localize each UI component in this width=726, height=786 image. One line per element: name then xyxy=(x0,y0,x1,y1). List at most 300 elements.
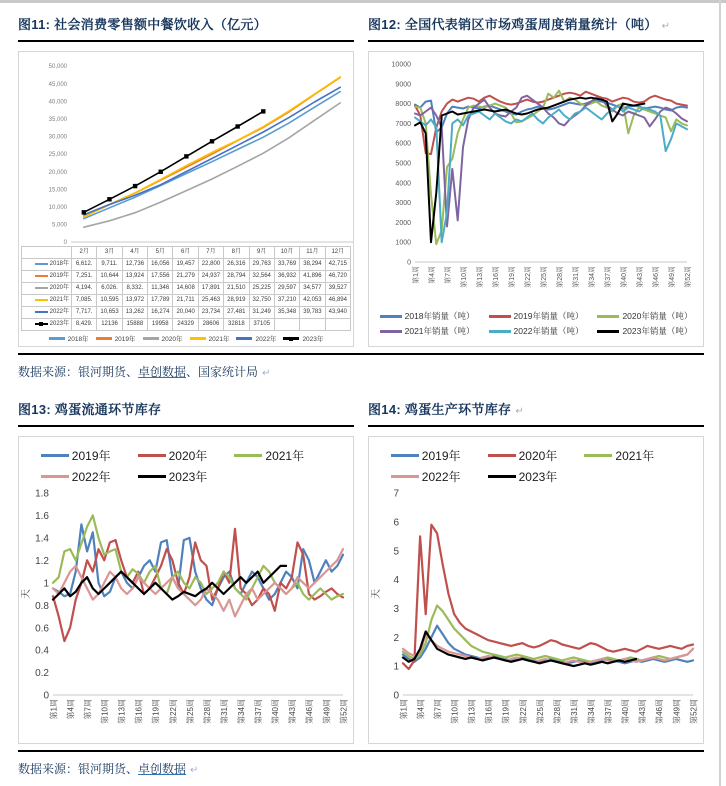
table-cell: 25,463 xyxy=(198,295,223,307)
legend-swatch xyxy=(597,330,619,333)
x-axis-tick-label: 第52周 xyxy=(339,699,349,724)
table-cell: 19958 xyxy=(148,319,173,331)
source-text: 银河期货、 xyxy=(78,365,139,379)
figure-12-title-text: 图12: 全国代表销区市场鸡蛋周度销量统计（吨） xyxy=(368,17,658,32)
x-axis-tick-label: 第7周 xyxy=(444,266,452,284)
table-row-2019年 xyxy=(22,271,351,283)
legend-item-2021年 xyxy=(584,447,681,464)
paragraph-mark-icon: ↵ xyxy=(661,21,671,32)
legend-label: 2023年 xyxy=(518,470,558,484)
table-cell: 39,527 xyxy=(325,283,350,295)
legend-item-2022年 xyxy=(41,468,138,485)
figure-14-title xyxy=(368,395,704,427)
legend-label: 2020年销量（吨） xyxy=(622,311,693,321)
source-text: 、国家统计局 xyxy=(186,365,259,379)
table-month-header: 6月 xyxy=(173,247,198,259)
legend-label: 2022年 xyxy=(421,470,461,484)
y-axis-tick-label: 4000 xyxy=(395,180,411,188)
table-month-header: 2月 xyxy=(72,247,97,259)
table-cell: 21,279 xyxy=(173,271,198,283)
x-axis-tick-label: 第7周 xyxy=(433,699,443,720)
table-cell: 6,612. xyxy=(72,259,97,271)
table-header-row xyxy=(22,247,351,259)
table-row-label xyxy=(22,307,72,319)
table-row-label xyxy=(22,271,72,283)
table-row-label xyxy=(22,259,72,271)
legend-label: 2020年 xyxy=(168,449,208,463)
series-marker-2023年 xyxy=(82,210,86,214)
y-axis-title: 天 xyxy=(371,589,382,599)
x-axis-tick-label: 第37周 xyxy=(604,266,612,288)
y-axis-tick-label: 1 xyxy=(43,578,49,590)
legend-item-2021年 xyxy=(190,334,230,343)
x-axis-tick-label: 第34周 xyxy=(237,699,247,724)
series-line-2021年 xyxy=(84,77,340,217)
x-axis-tick-label: 第19周 xyxy=(508,266,516,288)
legend-item-2020年 xyxy=(138,447,235,464)
table-cell: 24329 xyxy=(173,319,198,331)
table-row-year: 2020年 xyxy=(49,285,69,292)
table-cell: 43,940 xyxy=(325,307,350,319)
series-marker-2023年 xyxy=(133,184,137,188)
legend-swatch xyxy=(138,475,166,478)
legend-item-2022年 xyxy=(236,334,276,343)
x-axis-tick-label: 第28周 xyxy=(202,699,212,724)
window-top-edge xyxy=(0,0,726,3)
table-cell xyxy=(325,319,350,331)
x-axis-tick-label: 第52周 xyxy=(689,699,699,724)
x-axis-tick-label: 第43周 xyxy=(638,699,648,724)
table-cell: 12,736 xyxy=(122,259,147,271)
table-cell xyxy=(274,319,299,331)
table-cell: 31,249 xyxy=(249,307,274,319)
source-link-zhuochuang[interactable]: 卓创数据 xyxy=(138,762,187,776)
y-axis-tick-label: 9000 xyxy=(395,81,411,89)
legend-item-2023年 xyxy=(283,334,323,343)
series-marker-2023年 xyxy=(107,197,111,201)
x-axis-tick-label: 第10周 xyxy=(100,699,110,724)
legend-label: 2022年 xyxy=(255,336,277,343)
table-row-2023年 xyxy=(22,319,351,331)
y-axis-tick-label: 7000 xyxy=(395,120,411,128)
legend-label: 2022年 xyxy=(71,470,111,484)
table-cell: 13,262 xyxy=(122,307,147,319)
series-marker-2023年 xyxy=(159,170,163,174)
y-axis-tick-label: 2000 xyxy=(395,219,411,227)
legend-item-2020年 xyxy=(143,334,183,343)
series-line-2022年销量（吨） xyxy=(415,106,687,243)
figure-11-chart-frame xyxy=(18,51,354,347)
series-marker-2023年 xyxy=(261,109,265,113)
figure-13-title-text: 图13: 鸡蛋流通环节库存 xyxy=(18,402,162,417)
legend-swatch xyxy=(35,263,48,265)
legend-label: 2020年 xyxy=(161,336,183,343)
table-month-header: 9月 xyxy=(249,247,274,259)
series-line-2022年 xyxy=(84,87,340,215)
table-cell: 37105 xyxy=(249,319,274,331)
table-cell: 34,577 xyxy=(300,283,325,295)
legend-item-2021年 xyxy=(234,447,331,464)
legend-label: 2023年销量（吨） xyxy=(622,326,693,336)
legend-item-2020年销量（吨） xyxy=(597,310,692,322)
legend-item-2019年 xyxy=(41,447,138,464)
y-axis-tick-label: 0 xyxy=(63,240,67,246)
figure-12 xyxy=(368,10,704,347)
y-axis-tick-label: 40,000 xyxy=(48,99,67,106)
table-cell: 6,026. xyxy=(97,283,122,295)
x-axis-tick-label: 第25周 xyxy=(185,699,195,724)
table-row-2022年 xyxy=(22,307,351,319)
table-row-2020年 xyxy=(22,283,351,295)
table-cell: 37,210 xyxy=(274,295,299,307)
figure-12-legend xyxy=(371,310,701,337)
legend-item-2023年 xyxy=(138,468,235,485)
y-axis-tick-label: 45,000 xyxy=(48,81,67,88)
x-axis-tick-label: 第49周 xyxy=(322,699,332,724)
x-axis-tick-label: 第31周 xyxy=(219,699,229,724)
table-cell: 35,348 xyxy=(274,307,299,319)
x-axis-tick-label: 第16周 xyxy=(484,699,494,724)
table-cell: 21,711 xyxy=(173,295,198,307)
legend-label: 2018年 xyxy=(67,336,89,343)
figure-13-legend xyxy=(41,447,331,485)
table-row-label xyxy=(22,295,72,307)
y-axis-tick-label: 3000 xyxy=(395,200,411,208)
table-row-year: 2023年 xyxy=(49,321,69,328)
y-axis-title: 天 xyxy=(21,589,32,599)
legend-label: 2019年销量（吨） xyxy=(513,311,584,321)
x-axis-tick-label: 第31周 xyxy=(569,699,579,724)
figure-11-data-table xyxy=(21,246,351,331)
y-axis-tick-label: 30,000 xyxy=(48,134,67,141)
y-axis-tick-label: 7 xyxy=(393,488,399,500)
legend-item-2018年销量（吨） xyxy=(380,310,475,322)
source-prefix: 数据来源： xyxy=(18,365,79,379)
x-axis-tick-label: 第37周 xyxy=(254,699,264,724)
table-cell: 16,056 xyxy=(148,259,173,271)
table-cell: 27,481 xyxy=(224,307,249,319)
legend-swatch xyxy=(391,454,419,457)
legend-item-2019年 xyxy=(391,447,488,464)
legend-swatch xyxy=(35,275,48,277)
figure-13-plot xyxy=(21,487,351,739)
x-axis-tick-label: 第46周 xyxy=(655,699,665,724)
x-axis-tick-label: 第46周 xyxy=(652,266,660,288)
x-axis-tick-label: 第16周 xyxy=(134,699,144,724)
y-axis-tick-label: 20,000 xyxy=(48,169,67,176)
figure-13-title xyxy=(18,395,354,427)
legend-swatch xyxy=(283,337,299,340)
table-cell: 46,720 xyxy=(325,271,350,283)
x-axis-tick-label: 第40周 xyxy=(271,699,281,724)
x-axis-tick-label: 第19周 xyxy=(151,699,161,724)
x-axis-tick-label: 第13周 xyxy=(117,699,127,724)
x-axis-tick-label: 第43周 xyxy=(636,266,644,288)
x-axis-tick-label: 第49周 xyxy=(668,266,676,288)
legend-item-2020年 xyxy=(488,447,585,464)
figure-row-top xyxy=(18,10,704,355)
y-axis-tick-label: 1.4 xyxy=(35,533,49,545)
x-axis-tick-label: 第22周 xyxy=(168,699,178,724)
source-prefix: 数据来源： xyxy=(18,762,79,776)
series-marker-2023年 xyxy=(235,124,239,128)
table-cell: 41,896 xyxy=(300,271,325,283)
window-right-edge xyxy=(719,0,721,786)
x-axis-tick-label: 第4周 xyxy=(428,266,436,284)
table-month-header: 3月 xyxy=(97,247,122,259)
legend-swatch xyxy=(236,337,252,340)
y-axis-tick-label: 10000 xyxy=(391,61,411,69)
legend-swatch xyxy=(597,315,619,318)
table-row-year: 2022年 xyxy=(49,309,69,316)
table-cell: 17,556 xyxy=(148,271,173,283)
table-cell: 32,564 xyxy=(249,271,274,283)
table-cell: 42,053 xyxy=(300,295,325,307)
series-line-2023年 xyxy=(403,632,636,667)
x-axis-tick-label: 第13周 xyxy=(467,699,477,724)
legend-label: 2021年销量（吨） xyxy=(404,326,475,336)
x-axis-tick-label: 第22周 xyxy=(524,266,532,288)
x-axis-tick-label: 第19周 xyxy=(501,699,511,724)
legend-swatch xyxy=(489,315,511,318)
series-marker-2023年 xyxy=(210,139,214,143)
y-axis-tick-label: 6000 xyxy=(395,140,411,148)
legend-swatch xyxy=(489,330,511,333)
y-axis-tick-label: 50,000 xyxy=(48,64,67,71)
legend-label: 2023年 xyxy=(302,336,324,343)
y-axis-tick-label: 4 xyxy=(393,575,399,587)
table-row-2018年 xyxy=(22,259,351,271)
legend-swatch xyxy=(138,454,166,457)
x-axis-tick-label: 第13周 xyxy=(476,266,484,288)
legend-label: 2020年 xyxy=(518,449,558,463)
legend-swatch xyxy=(488,475,516,478)
table-cell: 7,085. xyxy=(72,295,97,307)
legend-swatch xyxy=(584,454,612,457)
x-axis-tick-label: 第7周 xyxy=(83,699,93,720)
table-row-year: 2018年 xyxy=(49,261,69,268)
table-cell: 26,316 xyxy=(224,259,249,271)
table-cell: 22,800 xyxy=(198,259,223,271)
figure-12-title xyxy=(368,10,704,42)
legend-label: 2021年 xyxy=(265,449,305,463)
y-axis-tick-label: 5000 xyxy=(395,160,411,168)
y-axis-tick-label: 3 xyxy=(393,604,399,616)
legend-swatch xyxy=(41,454,69,457)
table-month-header: 10月 xyxy=(274,247,299,259)
legend-label: 2019年 xyxy=(71,449,111,463)
legend-item-2018年 xyxy=(49,334,89,343)
table-cell: 33,769 xyxy=(274,259,299,271)
y-axis-tick-label: 0.2 xyxy=(35,668,49,680)
legend-swatch xyxy=(35,323,48,325)
legend-label: 2018年销量（吨） xyxy=(404,311,475,321)
table-month-header: 7月 xyxy=(198,247,223,259)
series-line-2020年 xyxy=(84,103,340,227)
table-month-header: 11月 xyxy=(300,247,325,259)
x-axis-tick-label: 第28周 xyxy=(556,266,564,288)
paragraph-mark-icon: ↵ xyxy=(515,406,524,417)
legend-swatch xyxy=(41,475,69,478)
figure-14-legend xyxy=(391,447,681,485)
x-axis-tick-label: 第43周 xyxy=(288,699,298,724)
legend-item-2022年销量（吨） xyxy=(489,325,584,337)
legend-label: 2021年 xyxy=(615,449,655,463)
legend-swatch xyxy=(35,311,48,313)
y-axis-tick-label: 1.2 xyxy=(35,555,49,567)
table-cell: 10,653 xyxy=(97,307,122,319)
table-cell: 21,510 xyxy=(224,283,249,295)
x-axis-tick-label: 第4周 xyxy=(66,699,76,720)
table-cell: 10,595 xyxy=(97,295,122,307)
figure-14-plot xyxy=(371,487,701,739)
x-axis-tick-label: 第25周 xyxy=(540,266,548,288)
x-axis-tick-label: 第46周 xyxy=(305,699,315,724)
table-cell: 29,597 xyxy=(274,283,299,295)
figure-12-chart-frame xyxy=(368,51,704,347)
legend-swatch xyxy=(35,287,48,289)
paragraph-mark-icon: ↵ xyxy=(190,765,199,776)
table-month-header: 4月 xyxy=(122,247,147,259)
legend-item-2021年销量（吨） xyxy=(380,325,475,337)
table-month-header: 5月 xyxy=(148,247,173,259)
table-row-2021年 xyxy=(22,295,351,307)
x-axis-tick-label: 第49周 xyxy=(672,699,682,724)
legend-swatch xyxy=(234,454,262,457)
table-cell xyxy=(300,319,325,331)
table-cell: 36,932 xyxy=(274,271,299,283)
table-cell: 32,750 xyxy=(249,295,274,307)
table-cell: 17,891 xyxy=(198,283,223,295)
figure-11-plot xyxy=(21,56,353,246)
x-axis-tick-label: 第1周 xyxy=(412,266,420,284)
table-row-year: 2019年 xyxy=(49,273,69,280)
x-axis-tick-label: 第25周 xyxy=(535,699,545,724)
figure-11-legend xyxy=(21,334,351,343)
legend-swatch xyxy=(190,337,206,340)
legend-swatch xyxy=(143,337,159,340)
table-cell: 17,789 xyxy=(148,295,173,307)
table-month-header: 8月 xyxy=(224,247,249,259)
x-axis-tick-label: 第40周 xyxy=(621,699,631,724)
table-corner-cell xyxy=(22,247,72,259)
table-cell: 28,794 xyxy=(224,271,249,283)
legend-marker xyxy=(289,337,293,341)
legend-label: 2021年 xyxy=(208,336,230,343)
y-axis-tick-label: 0.6 xyxy=(35,623,49,635)
figure-14 xyxy=(368,395,704,744)
x-axis-tick-label: 第31周 xyxy=(572,266,580,288)
table-cell: 32818 xyxy=(224,319,249,331)
data-source-line-top xyxy=(18,355,704,387)
x-axis-tick-label: 第28周 xyxy=(552,699,562,724)
x-axis-tick-label: 第10周 xyxy=(460,266,468,288)
y-axis-tick-label: 5 xyxy=(393,546,399,558)
y-axis-tick-label: 0.4 xyxy=(35,645,49,657)
table-cell: 16,274 xyxy=(148,307,173,319)
x-axis-tick-label: 第4周 xyxy=(416,699,426,720)
y-axis-tick-label: 2 xyxy=(393,632,399,644)
figure-14-title-text: 图14: 鸡蛋生产环节库存 xyxy=(368,402,512,417)
legend-swatch xyxy=(488,454,516,457)
x-axis-tick-label: 第22周 xyxy=(518,699,528,724)
x-axis-tick-label: 第52周 xyxy=(684,266,692,288)
table-cell: 7,717. xyxy=(72,307,97,319)
figure-11-title-text: 图11: 社会消费零售额中餐饮收入（亿元） xyxy=(18,17,267,32)
table-cell: 25,225 xyxy=(249,283,274,295)
y-axis-tick-label: 1000 xyxy=(395,239,411,247)
y-axis-tick-label: 1 xyxy=(393,661,399,673)
legend-swatch xyxy=(391,475,419,478)
table-cell: 14,608 xyxy=(173,283,198,295)
y-axis-tick-label: 0.8 xyxy=(35,600,49,612)
legend-label: 2023年 xyxy=(168,470,208,484)
figure-11-title xyxy=(18,10,354,42)
y-axis-tick-label: 0 xyxy=(393,690,399,702)
table-cell: 9,711. xyxy=(97,259,122,271)
legend-item-2019年销量（吨） xyxy=(489,310,584,322)
series-line-2019年 xyxy=(84,78,340,217)
figure-14-chart-frame xyxy=(368,436,704,744)
figure-row-bottom xyxy=(18,395,704,752)
table-cell: 20,040 xyxy=(173,307,198,319)
series-line-2020年 xyxy=(403,525,693,669)
table-cell: 12136 xyxy=(97,319,122,331)
table-cell: 38,294 xyxy=(300,259,325,271)
legend-label: 2019年 xyxy=(114,336,136,343)
y-axis-tick-label: 35,000 xyxy=(48,116,67,123)
table-cell: 28606 xyxy=(198,319,223,331)
x-axis-tick-label: 第34周 xyxy=(588,266,596,288)
series-marker-2023年 xyxy=(184,154,188,158)
legend-label: 2022年销量（吨） xyxy=(513,326,584,336)
table-row-label xyxy=(22,319,72,331)
legend-swatch xyxy=(35,299,48,301)
table-cell: 11,346 xyxy=(148,283,173,295)
table-cell: 19,457 xyxy=(173,259,198,271)
table-cell: 15888 xyxy=(122,319,147,331)
y-axis-tick-label: 6 xyxy=(393,517,399,529)
legend-item-2023年 xyxy=(488,468,585,485)
figure-13 xyxy=(18,395,354,744)
legend-label: 2019年 xyxy=(421,449,461,463)
y-axis-tick-label: 0 xyxy=(43,690,49,702)
y-axis-tick-label: 1.6 xyxy=(35,511,49,523)
figure-11 xyxy=(18,10,354,347)
x-axis-tick-label: 第37周 xyxy=(604,699,614,724)
legend-item-2022年 xyxy=(391,468,488,485)
y-axis-tick-label: 25,000 xyxy=(48,152,67,159)
table-month-header: 12月 xyxy=(325,247,350,259)
table-cell: 24,937 xyxy=(198,271,223,283)
table-cell: 8,332. xyxy=(122,283,147,295)
x-axis-tick-label: 第16周 xyxy=(492,266,500,288)
table-cell: 23,734 xyxy=(198,307,223,319)
x-axis-tick-label: 第1周 xyxy=(49,699,59,720)
table-cell: 10,644 xyxy=(97,271,122,283)
y-axis-tick-label: 0 xyxy=(407,259,411,267)
source-link-zhuochuang[interactable]: 卓创数据 xyxy=(138,365,187,379)
legend-swatch xyxy=(49,337,65,340)
y-axis-tick-label: 15,000 xyxy=(48,187,67,194)
x-axis-tick-label: 第34周 xyxy=(587,699,597,724)
table-cell: 7,251. xyxy=(72,271,97,283)
table-cell: 42,715 xyxy=(325,259,350,271)
y-axis-tick-label: 8000 xyxy=(395,101,411,109)
legend-swatch xyxy=(380,315,402,318)
paragraph-mark-icon: ↵ xyxy=(262,368,271,379)
table-cell: 13,972 xyxy=(122,295,147,307)
